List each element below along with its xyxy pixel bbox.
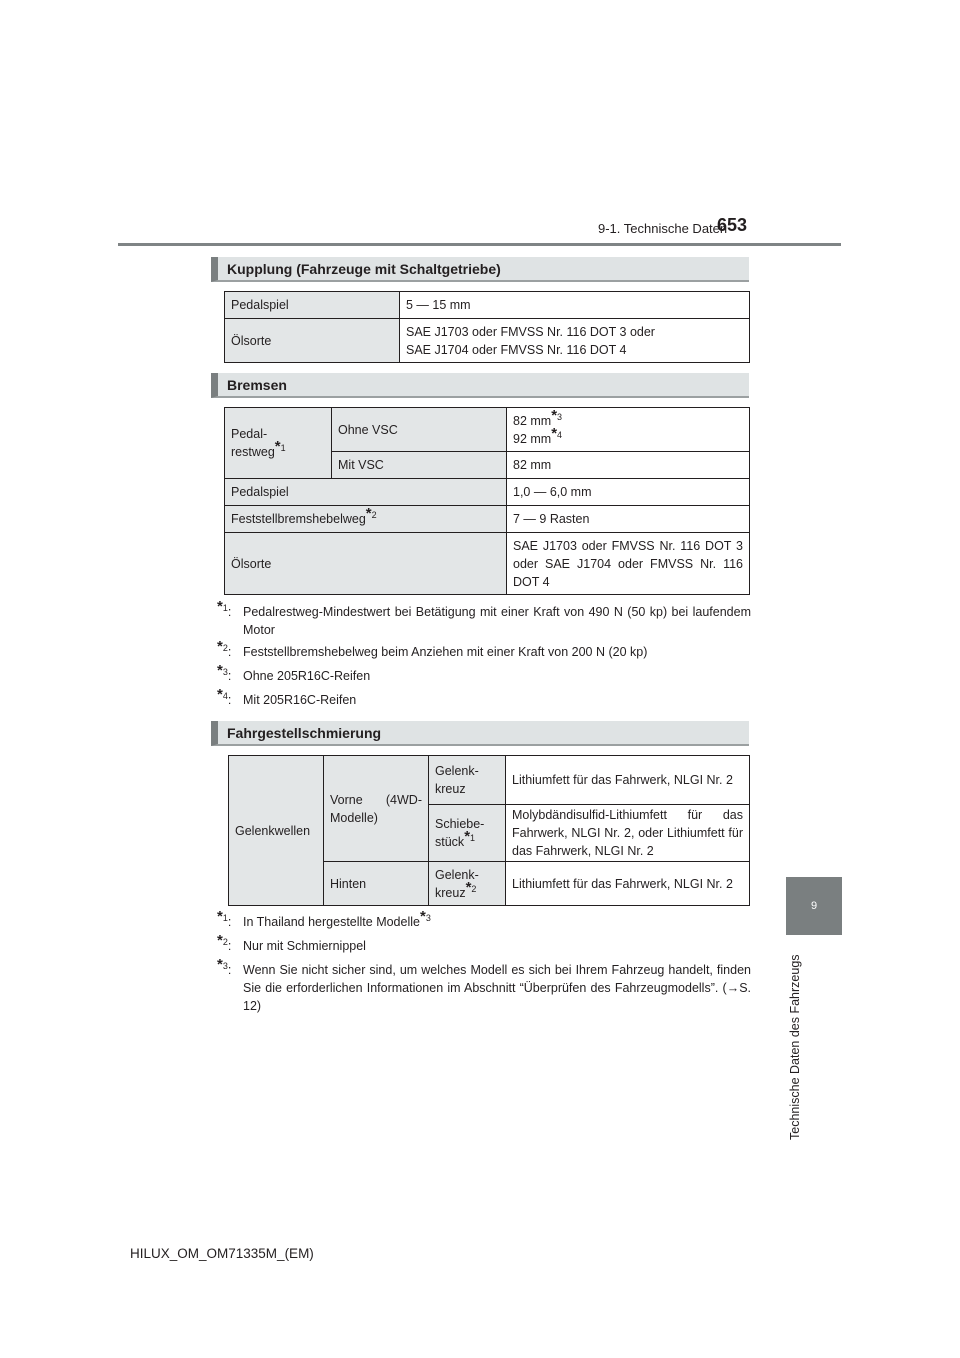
brake-footnote-3: *$^3$: Ohne 205R16C-Reifen (217, 667, 751, 685)
rear-label: Hinten (324, 862, 429, 906)
footnote-text: Nur mit Schmiernippel (243, 939, 366, 953)
without-vsc-label: Ohne VSC (332, 408, 507, 452)
table-row (225, 408, 750, 452)
clutch-pedal-play-label: Pedalspiel (225, 292, 400, 319)
brake-oil-label: Ölsorte (225, 533, 507, 595)
with-vsc-label: Mit VSC (332, 452, 507, 479)
footnote-star-icon: * (465, 878, 472, 896)
footnote-ref: 4 (557, 429, 563, 440)
footnote-text: Feststellbremshebelweg beim Anziehen mit einer Kraft von 200 N (20 kp) (243, 645, 648, 659)
part-line2: stück (435, 835, 465, 849)
part-line1: Gelenk- (435, 867, 479, 882)
clutch-oil-value (400, 319, 750, 363)
part-line1: Gelenk- (435, 764, 479, 778)
footnote-number: 1 (222, 602, 228, 613)
without-vsc-value1: 82 mm (513, 413, 552, 428)
pedal-reserve-line1: Pedal- (231, 427, 268, 441)
table-row (225, 319, 750, 363)
footnote-number: 1 (222, 912, 228, 923)
lubricant-value: Lithiumfett für das Fahrwerk, NLGI Nr. 2 (506, 756, 750, 805)
brake-footnote-2: *$^2$: Feststellbremshebelweg beim Anziehen mit einer Kraft von 200 N (20 kp) (217, 643, 751, 661)
footnote-text: Mit 205R16C-Reifen (243, 693, 357, 707)
table-row (229, 756, 750, 805)
chassis-table (228, 755, 750, 906)
chassis-footnote-3: *$^3$: Wenn Sie nicht sicher sind, um welches Modell es sich bei Ihrem Fahrzeug handelt, finden Sie die erforderlichen Informationen im Abschnitt “Überprüfen des Fahrzeugmodells”. (→S. 12) (217, 955, 751, 1013)
footnote-number: 3 (222, 960, 228, 971)
footnote-number: 2 (222, 936, 228, 947)
part-label (429, 862, 506, 906)
chapter-label (782, 945, 812, 1140)
part-line2: kreuz (435, 885, 466, 900)
parking-brake-label-text: Feststellbremshebelweg (231, 512, 366, 526)
footnote-text: Pedalrestweg-Mindestwert bei Betätigung mit einer Kraft von 490 N (50 kp) bei laufendem Motor (243, 605, 751, 637)
table-row (225, 479, 750, 506)
footnote-number: 3 (222, 666, 228, 677)
footnote-ref: 1 (470, 832, 476, 843)
footnote-ref: 3 (557, 411, 563, 422)
chassis-heading (211, 721, 749, 746)
chassis-footnote-2: *$^2$: Nur mit Schmiernippel (217, 937, 751, 955)
footnote-star-icon: * (551, 424, 558, 442)
chapter-number: 9 (810, 900, 818, 912)
footnote-ref: 2 (471, 883, 477, 894)
part-line2: kreuz (435, 782, 466, 796)
front-label: Vorne (4WD-Modelle) (324, 756, 429, 862)
brake-pedal-play-label: Pedalspiel (225, 479, 507, 506)
chassis-heading-text: Fahrgestellschmierung (227, 725, 382, 741)
footnote-ref: 2 (371, 509, 377, 520)
footnote-ref: 3 (425, 912, 431, 923)
footnote-number: 2 (222, 642, 228, 653)
footnote-text: In Thailand hergestellte Modelle (243, 915, 420, 929)
document-code: HILUX_OM_OM71335M_(EM) (130, 1246, 314, 1261)
chapter-label-text: Technische Daten des Fahrzeugs (788, 954, 802, 1140)
without-vsc-value (507, 408, 750, 452)
shafts-label: Gelenkwellen (229, 756, 324, 906)
clutch-heading-text: Kupplung (Fahrzeuge mit Schaltgetriebe) (227, 261, 501, 277)
clutch-table (224, 291, 750, 363)
footnote-text: Wenn Sie nicht sicher sind, um welches Modell es sich bei Ihrem Fahrzeug handelt, finden Sie die erforderlichen Informationen im Abschnitt “Überprüfen des Fahrzeugmodells”. (→S. 12) (243, 963, 751, 1013)
parking-brake-value: 7 — 9 Rasten (507, 506, 750, 533)
clutch-oil-line2: SAE J1704 oder FMVSS Nr. 116 DOT 4 (406, 342, 627, 357)
header-divider (118, 243, 841, 246)
part-label (429, 805, 506, 862)
brakes-heading-text: Bremsen (227, 377, 287, 393)
part-label (429, 756, 506, 805)
parking-brake-label (225, 506, 507, 533)
lubricant-value: Molybdändisulfid-Lithiumfett für das Fahrwerk, NLGI Nr. 2, oder Lithiumfett für das Fahrwerk, NLGI Nr. 2 (506, 805, 750, 862)
clutch-heading (211, 257, 749, 282)
table-row (225, 506, 750, 533)
footnote-text: Ohne 205R16C-Reifen (243, 669, 371, 683)
brake-footnote-4: *$^4$: Mit 205R16C-Reifen (217, 691, 751, 709)
footnote-star-icon: * (419, 907, 426, 925)
pedal-reserve-line2: restweg (231, 445, 275, 459)
brake-footnote-1: *$^1$: Pedalrestweg-Mindestwert bei Betätigung mit einer Kraft von 490 N (50 kp) bei laufendem Motor (217, 597, 751, 637)
without-vsc-value2: 92 mm (513, 431, 552, 446)
footnote-star-icon: * (274, 437, 281, 455)
brake-pedal-play-value: 1,0 — 6,0 mm (507, 479, 750, 506)
chapter-tab (786, 877, 842, 935)
section-title: 9-1. Technische Daten (598, 221, 728, 236)
footnote-star-icon: * (365, 504, 372, 522)
brake-oil-value: SAE J1703 oder FMVSS Nr. 116 DOT 3 oder SAE J1704 oder FMVSS Nr. 116 DOT 4 (507, 533, 750, 595)
lubricant-value: Lithiumfett für das Fahrwerk, NLGI Nr. 2 (506, 862, 750, 906)
with-vsc-value: 82 mm (507, 452, 750, 479)
table-row (225, 292, 750, 319)
chassis-footnote-1: *$^1$: In Thailand hergestellte Modelle*$^3$ (217, 907, 431, 929)
footnote-ref: 1 (280, 442, 286, 453)
footnote-star-icon: * (551, 406, 558, 424)
clutch-oil-label: Ölsorte (225, 319, 400, 363)
page-number: 653 (717, 215, 748, 235)
pedal-reserve-label (225, 408, 332, 479)
part-line1: Schiebe- (435, 817, 485, 831)
brakes-table (224, 407, 750, 595)
clutch-oil-line1: SAE J1703 oder FMVSS Nr. 116 DOT 3 oder (406, 324, 655, 339)
table-row (225, 533, 750, 595)
footnote-star-icon: * (464, 827, 471, 845)
footnote-number: 4 (222, 690, 228, 701)
clutch-pedal-play-value: 5 — 15 mm (400, 292, 750, 319)
brakes-heading (211, 373, 749, 398)
